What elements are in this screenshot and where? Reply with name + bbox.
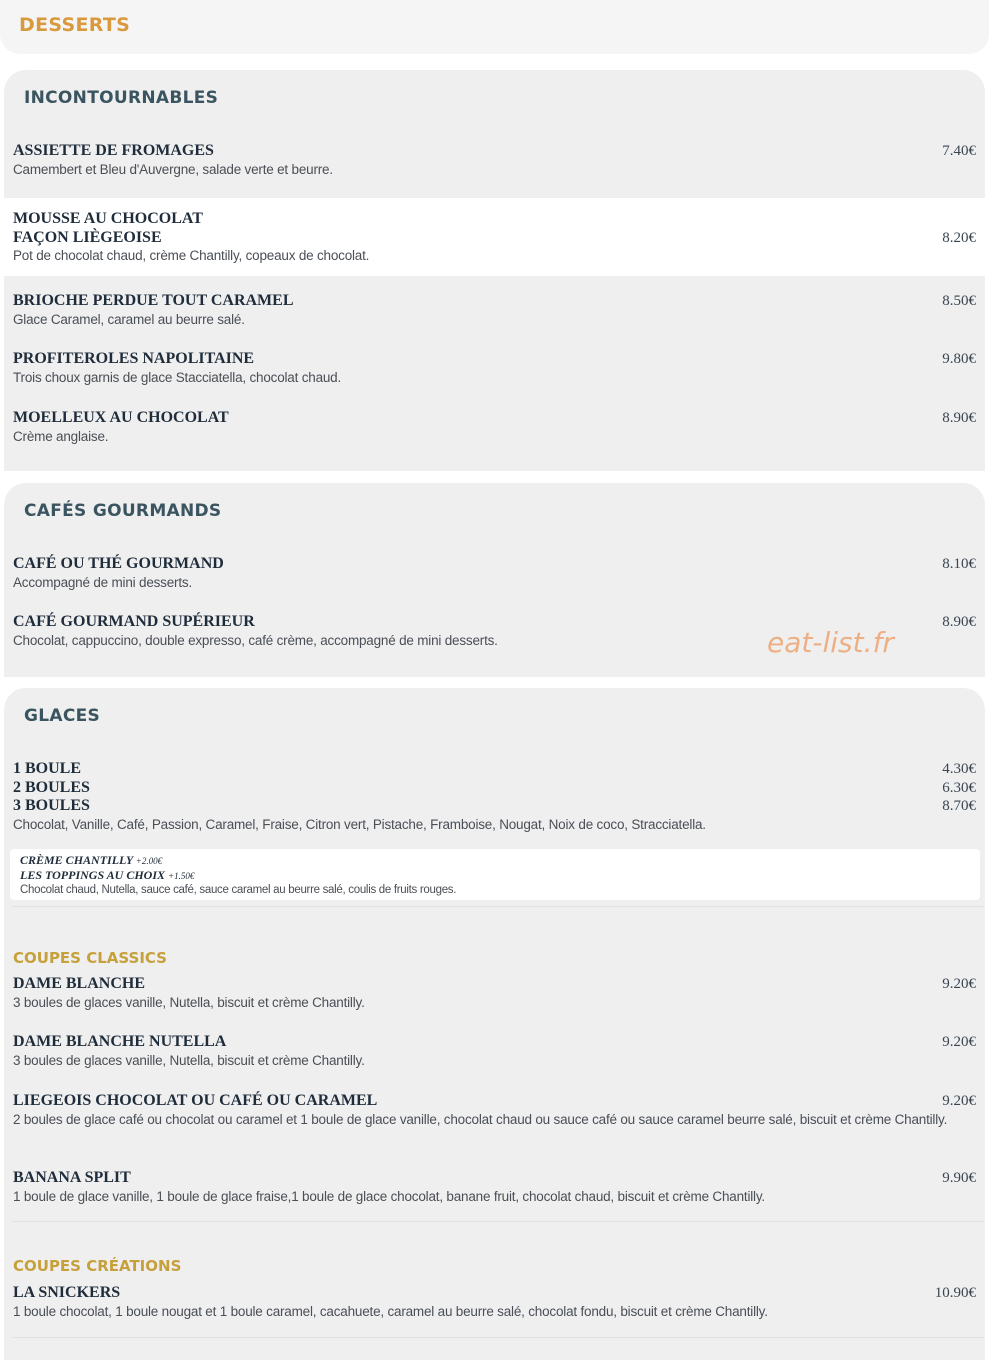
- item-price: 8.90€: [942, 410, 976, 426]
- item-price: 9.90€: [942, 1170, 976, 1186]
- item-description: 1 boule chocolat, 1 boule nougat et 1 boule caramel, cacahuete, caramel au beurre salé, chocolat fondu, biscuit et crème Chantilly.: [13, 1303, 768, 1319]
- subsection-title: COUPES CRÉATIONS: [13, 1257, 182, 1275]
- extra-name: LES TOPPINGS AU CHOIX: [20, 868, 166, 882]
- item-description: Crème anglaise.: [13, 428, 109, 444]
- extra-toppings: [20, 868, 194, 883]
- section-incontournables: [4, 70, 985, 471]
- item-description: Glace Caramel, caramel au beurre salé.: [13, 311, 245, 327]
- menu-item: [13, 292, 976, 329]
- item-name: CAFÉ GOURMAND SUPÉRIEUR: [13, 613, 255, 630]
- item-description: 3 boules de glaces vanille, Nutella, biscuit et crème Chantilly.: [13, 1052, 365, 1068]
- item-name: 3 BOULES: [13, 797, 90, 814]
- item-description: Trois choux garnis de glace Stacciatella, chocolat chaud.: [13, 369, 342, 385]
- item-name: DAME BLANCHE NUTELLA: [13, 1033, 227, 1050]
- item-name: PROFITEROLES NAPOLITAINE: [13, 350, 255, 367]
- section-glaces: [4, 688, 985, 1360]
- item-name: ASSIETTE DE FROMAGES: [13, 142, 214, 159]
- item-price: 8.20€: [942, 230, 976, 246]
- item-name: BANANA SPLIT: [13, 1169, 131, 1186]
- item-description: 3 boules de glaces vanille, Nutella, biscuit et crème Chantilly.: [13, 994, 365, 1010]
- item-name: CAFÉ OU THÉ GOURMAND: [13, 555, 224, 572]
- menu-item: [13, 210, 976, 265]
- item-name: LA SNICKERS: [13, 1284, 121, 1301]
- menu-item: [13, 1169, 976, 1206]
- item-description: 1 boule de glace vanille, 1 boule de glace fraise,1 boule de glace chocolat, banane fruit, chocolat chaud, biscuit et crème Chantilly.: [13, 1188, 765, 1204]
- item-name: LIEGEOIS CHOCOLAT OU CAFÉ OU CARAMEL: [13, 1092, 378, 1109]
- page-header: [0, 0, 989, 54]
- item-description: Chocolat, cappuccino, double expresso, café crème, accompagné de mini desserts.: [13, 632, 498, 648]
- extra-chantilly: [20, 853, 162, 868]
- page-title: DESSERTS: [19, 14, 131, 36]
- item-description: Camembert et Bleu d'Auvergne, salade verte et beurre.: [13, 161, 333, 177]
- item-price: 8.50€: [942, 293, 976, 309]
- item-price: 9.20€: [942, 976, 976, 992]
- menu-item: [13, 975, 976, 1012]
- extra-price: +1.50€: [168, 871, 195, 881]
- menu-item: [13, 1092, 976, 1129]
- menu-item: [13, 142, 976, 179]
- item-price: 9.20€: [942, 1034, 976, 1050]
- watermark: eat-list.fr: [767, 626, 894, 659]
- section-title: INCONTOURNABLES: [24, 88, 219, 108]
- subsection-title: COUPES CLASSICS: [13, 949, 167, 967]
- menu-item: [13, 409, 976, 446]
- divider: [12, 1221, 984, 1222]
- item-price: 9.20€: [942, 1093, 976, 1109]
- divider: [12, 1337, 984, 1338]
- item-name: MOELLEUX AU CHOCOLAT: [13, 409, 229, 426]
- item-description: Accompagné de mini desserts.: [13, 574, 192, 590]
- item-name-line1: MOUSSE AU CHOCOLAT: [13, 210, 203, 227]
- menu-item: [13, 350, 976, 387]
- section-title: CAFÉS GOURMANDS: [24, 501, 222, 521]
- extra-price: +2.00€: [135, 856, 163, 866]
- item-price: 8.90€: [942, 614, 976, 630]
- item-name: DAME BLANCHE: [13, 975, 146, 992]
- extras-box: [10, 849, 980, 900]
- item-description: 2 boules de glace café ou chocolat ou caramel et 1 boule de glace vanille, chocolat chaud ou sauce café ou sauce caramel beurre salé, biscuit et crème Chantilly.: [13, 1111, 948, 1127]
- item-price: 9.80€: [942, 351, 976, 367]
- item-description: Chocolat, Vanille, Café, Passion, Caramel, Fraise, Citron vert, Pistache, Framboise, Nougat, Noix de coco, Stracciatella.: [13, 816, 706, 832]
- extra-name: CRÈME CHANTILLY: [20, 853, 133, 867]
- item-price: 10.90€: [934, 1285, 976, 1301]
- item-name: 2 BOULES: [13, 778, 90, 796]
- item-name-line2: FAÇON LIÈGEOISE: [13, 228, 162, 246]
- section-title: GLACES: [24, 706, 101, 726]
- menu-item: [13, 1033, 976, 1070]
- item-price: 8.10€: [942, 556, 976, 572]
- item-name: 1 BOULE: [13, 760, 82, 777]
- menu-item: [13, 555, 976, 592]
- menu-item: [13, 1284, 976, 1321]
- item-price: 7.40€: [942, 143, 976, 159]
- item-name: BRIOCHE PERDUE TOUT CARAMEL: [13, 292, 294, 309]
- item-price: 4.30€: [942, 761, 976, 777]
- item-price: 6.30€: [942, 779, 976, 796]
- item-price: 8.70€: [942, 798, 976, 814]
- item-description: Pot de chocolat chaud, crème Chantilly, copeaux de chocolat.: [13, 248, 370, 263]
- divider: [12, 906, 984, 907]
- scoops-item: [13, 760, 976, 834]
- extra-description: Chocolat chaud, Nutella, sauce café, sauce caramel au beurre salé, coulis de fruits rouges.: [20, 884, 457, 896]
